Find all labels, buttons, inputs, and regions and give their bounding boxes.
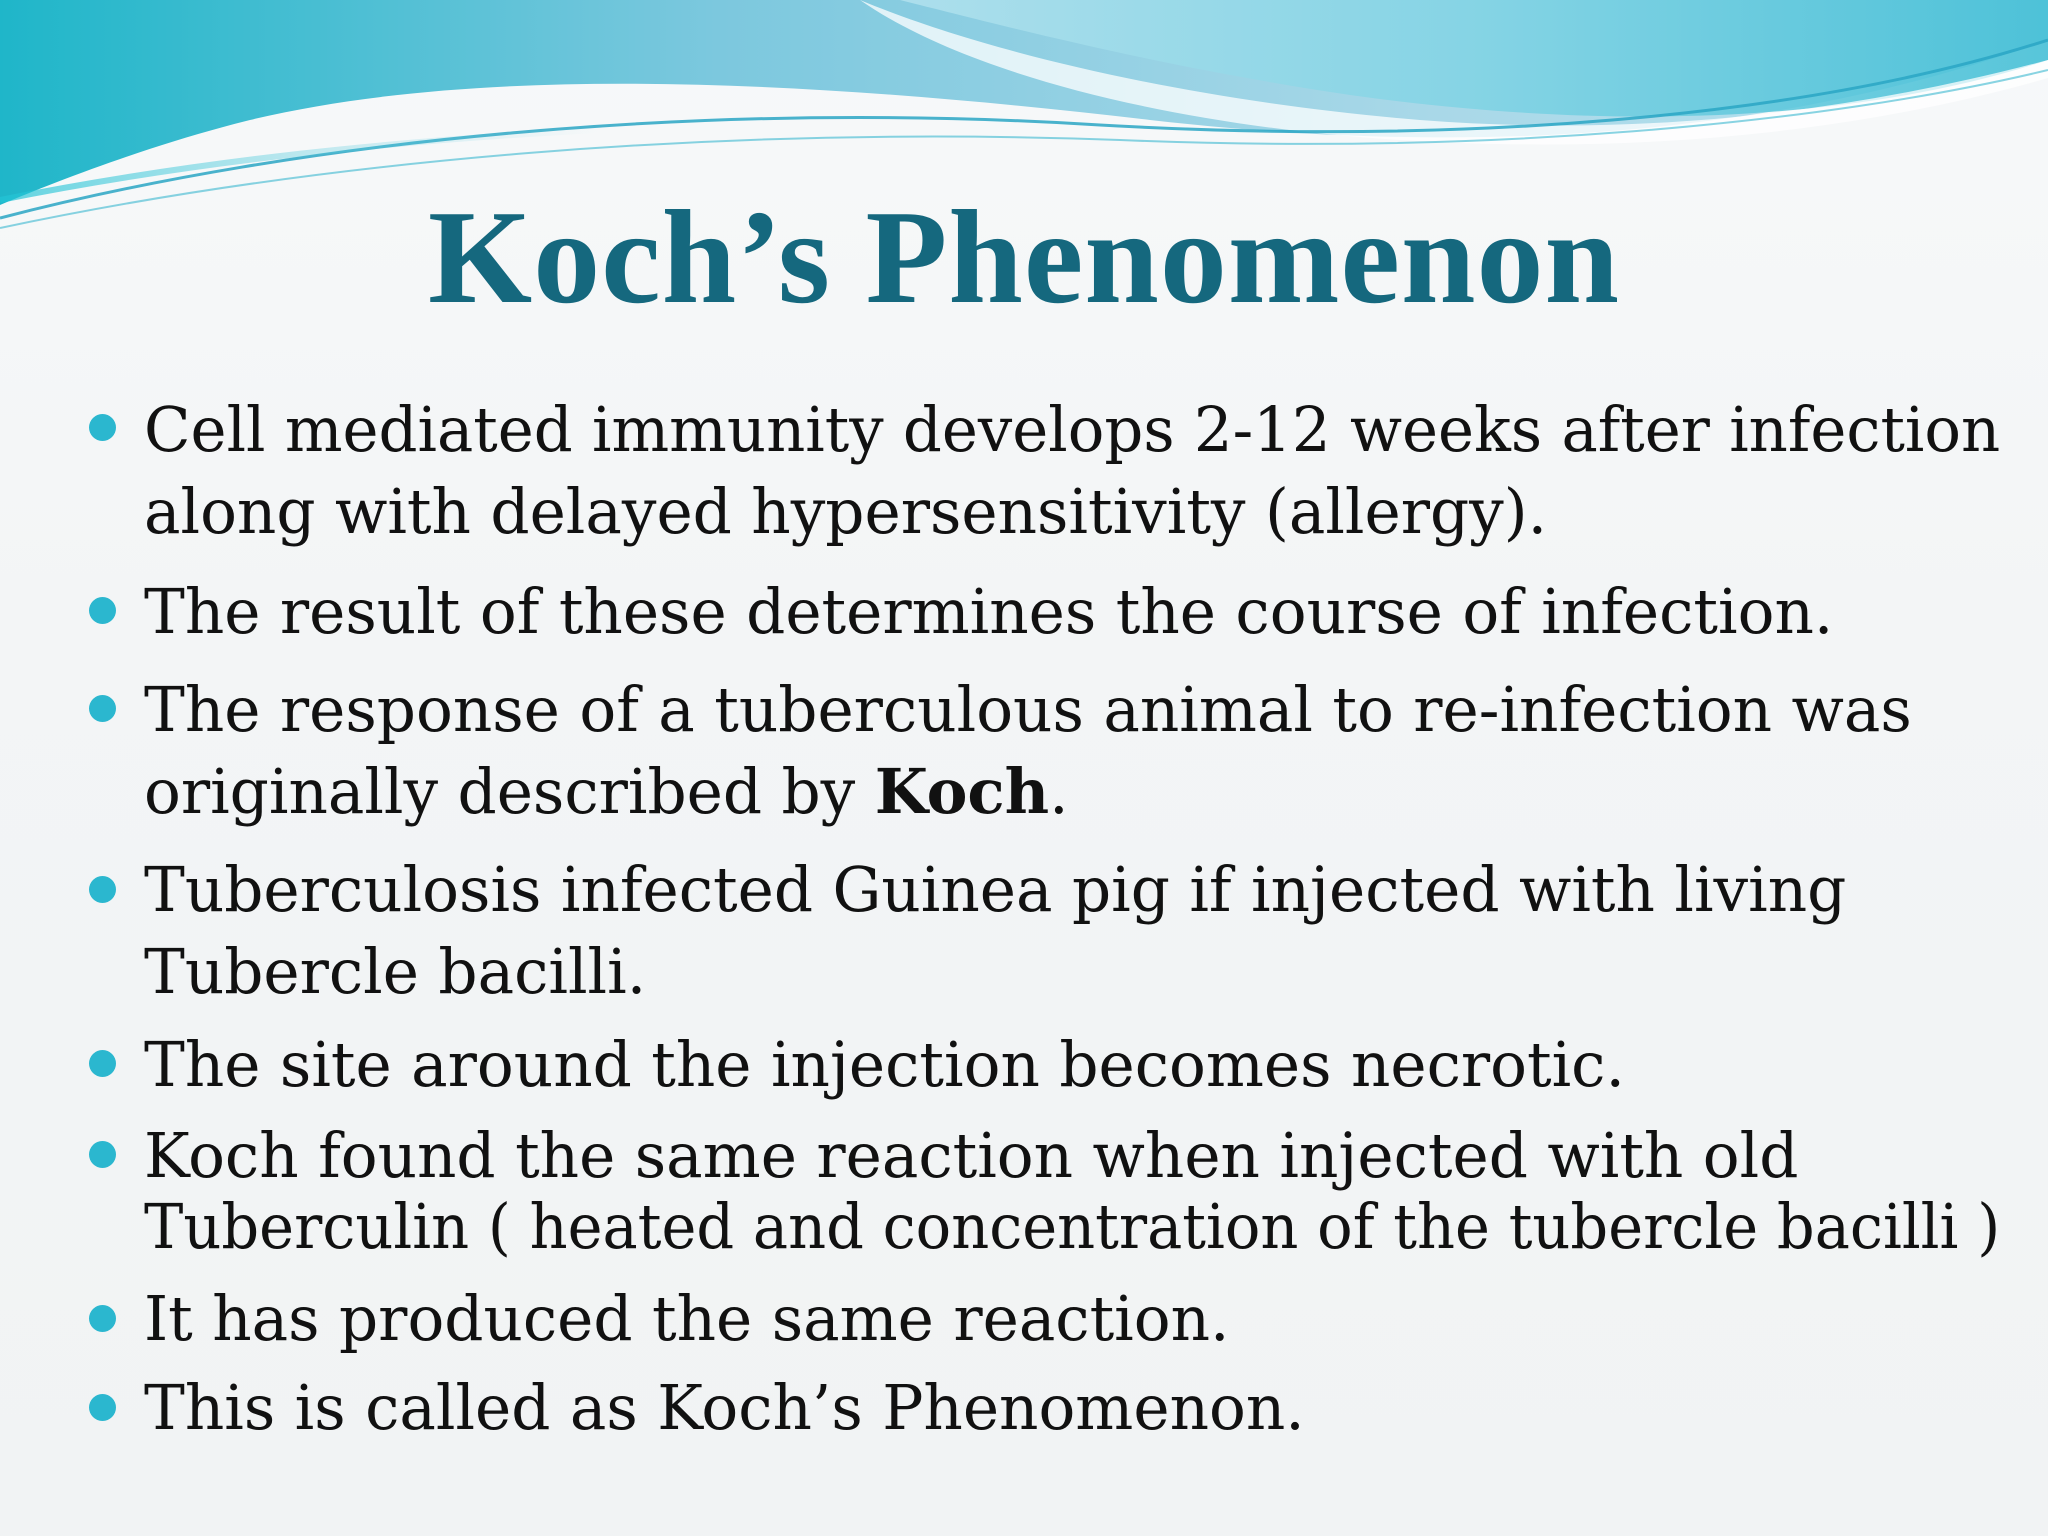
bullet-dot-icon <box>89 1050 116 1077</box>
bullet-dot-icon <box>89 1305 116 1332</box>
bullet-text-line <box>144 751 2000 833</box>
bullet-text-segment: originally described by <box>144 755 875 828</box>
bullet-dot-icon <box>89 597 116 624</box>
bullet-dot-icon <box>89 1141 116 1168</box>
bullet-dot-icon <box>89 876 116 903</box>
bullet-text-line: The result of these determines the course of infection. <box>144 575 1834 648</box>
slide-title: Koch’s Phenomenon <box>427 183 1621 331</box>
bullet-text-line: Cell mediated immunity develops 2-12 weeks after infection <box>144 393 2001 466</box>
bullet-text-line: The response of a tuberculous animal to re-infection was <box>144 673 1912 746</box>
bullet-text-line: Tuberculin ( heated and concentration of the tubercle bacilli ) <box>144 1190 2001 1263</box>
bullet-text-line: along with delayed hypersensitivity (allergy). <box>144 475 1548 548</box>
bullet-dot-icon <box>89 1394 116 1421</box>
bullet-text-line: It has produced the same reaction. <box>144 1282 1230 1355</box>
bullet-text-line: Tuberculosis infected Guinea pig if injected with living <box>144 853 1847 926</box>
bullet-text-bold: Koch <box>874 755 1050 828</box>
bullet-text-line: Koch found the same reaction when injected with old <box>144 1119 1799 1192</box>
bullet-text-segment: . <box>1049 755 1069 828</box>
bullet-text-line: This is called as Koch’s Phenomenon. <box>144 1371 1305 1444</box>
bullet-text-line: Tubercle bacilli. <box>144 935 647 1008</box>
bullet-text-line: The site around the injection becomes necrotic. <box>144 1028 1625 1101</box>
bullet-dot-icon <box>89 414 116 441</box>
bullet-dot-icon <box>89 695 116 722</box>
